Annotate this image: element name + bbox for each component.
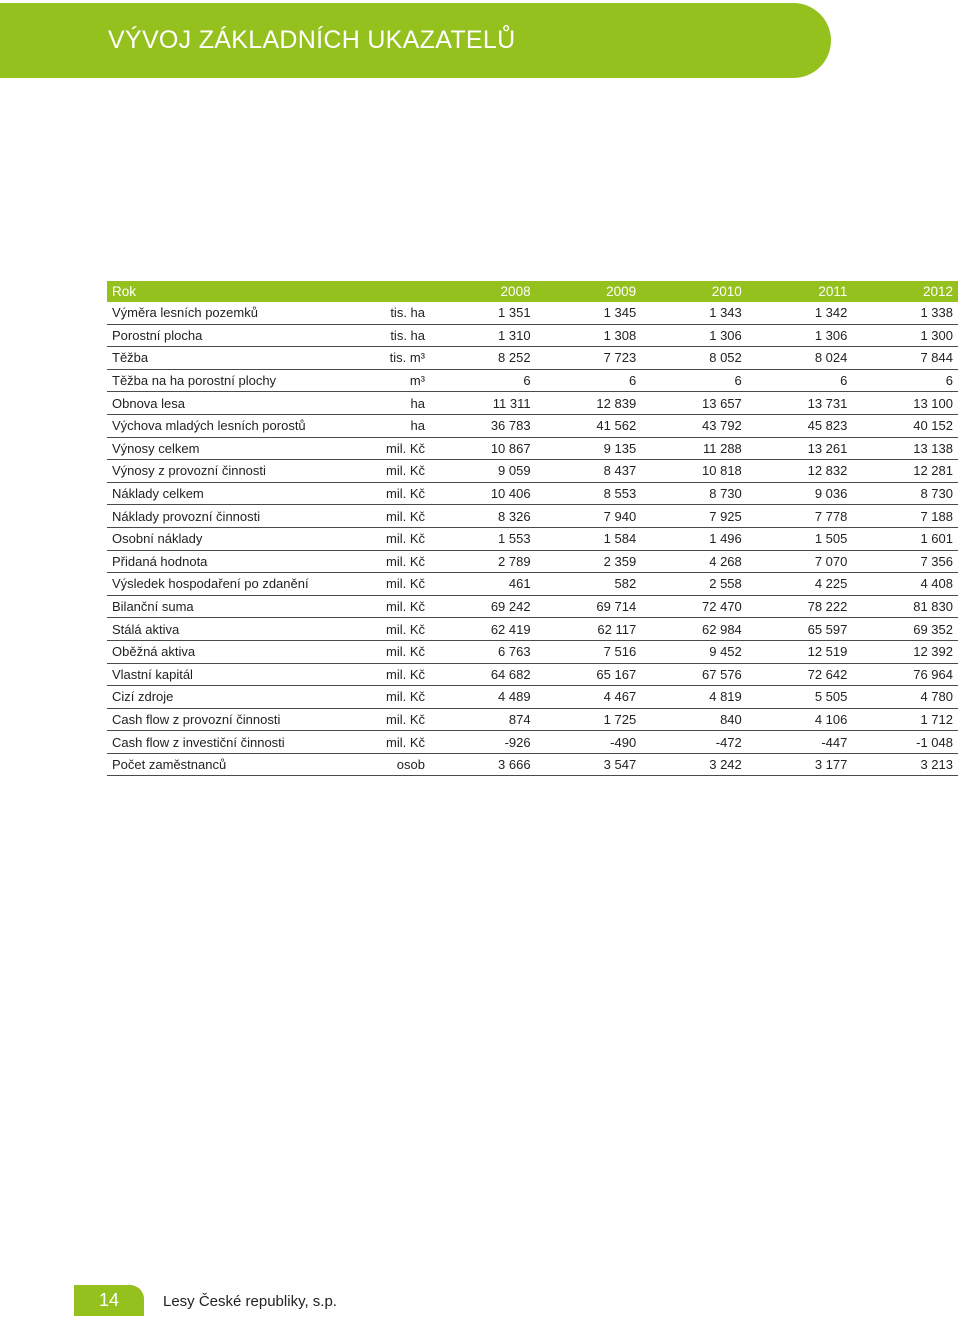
section-header-bar [0, 3, 831, 78]
row-value: 43 792 [641, 414, 747, 437]
row-unit: mil. Kč [319, 460, 430, 483]
row-value: 13 657 [641, 392, 747, 415]
row-value: 2 558 [641, 573, 747, 596]
row-value: 62 419 [430, 618, 536, 641]
row-value: 4 106 [747, 708, 853, 731]
row-value: 1 345 [536, 302, 642, 324]
row-value: 9 036 [747, 482, 853, 505]
row-value: 1 351 [430, 302, 536, 324]
row-label: Těžba [107, 347, 319, 370]
row-value: 7 925 [641, 505, 747, 528]
row-unit: mil. Kč [319, 708, 430, 731]
row-value: 40 152 [852, 414, 958, 437]
row-value: 2 789 [430, 550, 536, 573]
row-value: 461 [430, 573, 536, 596]
row-value: -490 [536, 731, 642, 754]
row-unit: mil. Kč [319, 663, 430, 686]
row-value: -1 048 [852, 731, 958, 754]
row-value: 78 222 [747, 595, 853, 618]
table-row [107, 640, 958, 663]
row-value: 1 343 [641, 302, 747, 324]
header-cell-unit [319, 281, 430, 302]
table-row [107, 527, 958, 550]
row-label: Počet zaměstnanců [107, 753, 319, 776]
row-label: Výsledek hospodaření po zdanění [107, 573, 319, 596]
row-value: 12 392 [852, 640, 958, 663]
row-value: 62 984 [641, 618, 747, 641]
row-value: 3 177 [747, 753, 853, 776]
row-unit: tis. m³ [319, 347, 430, 370]
row-label: Náklady celkem [107, 482, 319, 505]
row-value: 4 467 [536, 686, 642, 709]
row-value: 1 496 [641, 527, 747, 550]
row-value: 7 356 [852, 550, 958, 573]
row-value: 1 505 [747, 527, 853, 550]
row-value: 8 326 [430, 505, 536, 528]
row-label: Osobní náklady [107, 527, 319, 550]
header-cell-year: 2009 [536, 281, 642, 302]
row-value: 6 [430, 369, 536, 392]
row-value: 41 562 [536, 414, 642, 437]
row-value: 1 725 [536, 708, 642, 731]
row-value: 13 138 [852, 437, 958, 460]
row-label: Náklady provozní činnosti [107, 505, 319, 528]
row-value: 67 576 [641, 663, 747, 686]
row-value: 10 818 [641, 460, 747, 483]
row-value: -472 [641, 731, 747, 754]
row-value: 8 024 [747, 347, 853, 370]
row-value: 13 261 [747, 437, 853, 460]
row-label: Obnova lesa [107, 392, 319, 415]
row-label: Výnosy celkem [107, 437, 319, 460]
row-value: 1 342 [747, 302, 853, 324]
row-value: 11 311 [430, 392, 536, 415]
row-unit: mil. Kč [319, 686, 430, 709]
row-value: 12 519 [747, 640, 853, 663]
header-cell-year: 2012 [852, 281, 958, 302]
row-value: 76 964 [852, 663, 958, 686]
row-value: 10 406 [430, 482, 536, 505]
row-value: 8 730 [641, 482, 747, 505]
table-row [107, 686, 958, 709]
row-value: 1 338 [852, 302, 958, 324]
row-value: 69 352 [852, 618, 958, 641]
row-value: 9 059 [430, 460, 536, 483]
row-value: 65 167 [536, 663, 642, 686]
row-value: -926 [430, 731, 536, 754]
row-value: 1 310 [430, 324, 536, 347]
row-value: 1 308 [536, 324, 642, 347]
publisher-name: Lesy České republiky, s.p. [163, 1293, 337, 1310]
row-label: Těžba na ha porostní plochy [107, 369, 319, 392]
row-value: 6 [852, 369, 958, 392]
row-label: Výnosy z provozní činnosti [107, 460, 319, 483]
page-number: 14 [98, 1290, 120, 1310]
indicators-table [107, 281, 958, 776]
row-label: Bilanční suma [107, 595, 319, 618]
row-label: Vlastní kapitál [107, 663, 319, 686]
row-value: 1 300 [852, 324, 958, 347]
row-value: 4 408 [852, 573, 958, 596]
row-value: 4 819 [641, 686, 747, 709]
row-unit: m³ [319, 369, 430, 392]
row-value: 3 213 [852, 753, 958, 776]
row-unit: tis. ha [319, 324, 430, 347]
row-value: 8 252 [430, 347, 536, 370]
row-value: 3 242 [641, 753, 747, 776]
table-row [107, 437, 958, 460]
table-row [107, 618, 958, 641]
table-body [107, 302, 958, 776]
row-value: 45 823 [747, 414, 853, 437]
row-label: Porostní plocha [107, 324, 319, 347]
row-value: 72 642 [747, 663, 853, 686]
table-row [107, 663, 958, 686]
row-value: 7 940 [536, 505, 642, 528]
row-unit: mil. Kč [319, 527, 430, 550]
row-unit: ha [319, 414, 430, 437]
row-value: 582 [536, 573, 642, 596]
row-value: 65 597 [747, 618, 853, 641]
row-value: 13 100 [852, 392, 958, 415]
row-unit: mil. Kč [319, 550, 430, 573]
row-value: 12 832 [747, 460, 853, 483]
table-row [107, 708, 958, 731]
header-cell-year: 2011 [747, 281, 853, 302]
row-value: 7 723 [536, 347, 642, 370]
table-row [107, 482, 958, 505]
row-value: 4 780 [852, 686, 958, 709]
header-cell-year-label: Rok [107, 281, 319, 302]
table-row [107, 573, 958, 596]
row-value: 8 553 [536, 482, 642, 505]
row-value: 1 553 [430, 527, 536, 550]
row-value: 10 867 [430, 437, 536, 460]
row-unit: mil. Kč [319, 595, 430, 618]
row-label: Výchova mladých lesních porostů [107, 414, 319, 437]
row-unit: mil. Kč [319, 482, 430, 505]
table-row [107, 324, 958, 347]
row-value: 1 306 [641, 324, 747, 347]
row-label: Přidaná hodnota [107, 550, 319, 573]
table-row [107, 753, 958, 776]
row-value: 5 505 [747, 686, 853, 709]
row-value: 1 712 [852, 708, 958, 731]
row-value: 36 783 [430, 414, 536, 437]
row-value: 12 281 [852, 460, 958, 483]
table-row [107, 505, 958, 528]
row-unit: mil. Kč [319, 618, 430, 641]
row-value: 6 [641, 369, 747, 392]
row-value: 4 225 [747, 573, 853, 596]
table-header-row [107, 281, 958, 302]
page-number-badge [74, 1285, 144, 1316]
row-value: 69 242 [430, 595, 536, 618]
row-label: Cash flow z provozní činnosti [107, 708, 319, 731]
row-label: Stálá aktiva [107, 618, 319, 641]
row-value: 4 489 [430, 686, 536, 709]
table-row [107, 550, 958, 573]
row-value: 3 547 [536, 753, 642, 776]
row-value: 8 052 [641, 347, 747, 370]
row-unit: osob [319, 753, 430, 776]
row-value: 2 359 [536, 550, 642, 573]
row-value: -447 [747, 731, 853, 754]
row-value: 6 [536, 369, 642, 392]
row-value: 7 778 [747, 505, 853, 528]
row-value: 8 730 [852, 482, 958, 505]
row-value: 7 844 [852, 347, 958, 370]
row-value: 13 731 [747, 392, 853, 415]
row-value: 8 437 [536, 460, 642, 483]
row-unit: mil. Kč [319, 731, 430, 754]
table-row [107, 392, 958, 415]
row-value: 11 288 [641, 437, 747, 460]
row-value: 1 601 [852, 527, 958, 550]
table-row [107, 369, 958, 392]
row-label: Výměra lesních pozemků [107, 302, 319, 324]
row-value: 3 666 [430, 753, 536, 776]
row-value: 4 268 [641, 550, 747, 573]
header-cell-year: 2008 [430, 281, 536, 302]
row-unit: ha [319, 392, 430, 415]
row-label: Oběžná aktiva [107, 640, 319, 663]
row-value: 874 [430, 708, 536, 731]
row-label: Cash flow z investiční činnosti [107, 731, 319, 754]
row-value: 840 [641, 708, 747, 731]
row-value: 9 135 [536, 437, 642, 460]
page-title: VÝVOJ ZÁKLADNÍCH UKAZATELŮ [108, 26, 516, 54]
row-unit: tis. ha [319, 302, 430, 324]
row-value: 7 070 [747, 550, 853, 573]
row-value: 6 763 [430, 640, 536, 663]
row-value: 81 830 [852, 595, 958, 618]
row-value: 7 188 [852, 505, 958, 528]
row-value: 72 470 [641, 595, 747, 618]
row-value: 69 714 [536, 595, 642, 618]
table-row [107, 414, 958, 437]
row-value: 7 516 [536, 640, 642, 663]
row-value: 1 584 [536, 527, 642, 550]
row-value: 1 306 [747, 324, 853, 347]
table-row [107, 595, 958, 618]
row-value: 62 117 [536, 618, 642, 641]
row-label: Cizí zdroje [107, 686, 319, 709]
row-unit: mil. Kč [319, 640, 430, 663]
row-value: 12 839 [536, 392, 642, 415]
row-unit: mil. Kč [319, 505, 430, 528]
table-row [107, 302, 958, 324]
row-value: 64 682 [430, 663, 536, 686]
table-row [107, 731, 958, 754]
row-unit: mil. Kč [319, 437, 430, 460]
header-cell-year: 2010 [641, 281, 747, 302]
row-value: 9 452 [641, 640, 747, 663]
row-value: 6 [747, 369, 853, 392]
row-unit: mil. Kč [319, 573, 430, 596]
table-row [107, 460, 958, 483]
table-row [107, 347, 958, 370]
